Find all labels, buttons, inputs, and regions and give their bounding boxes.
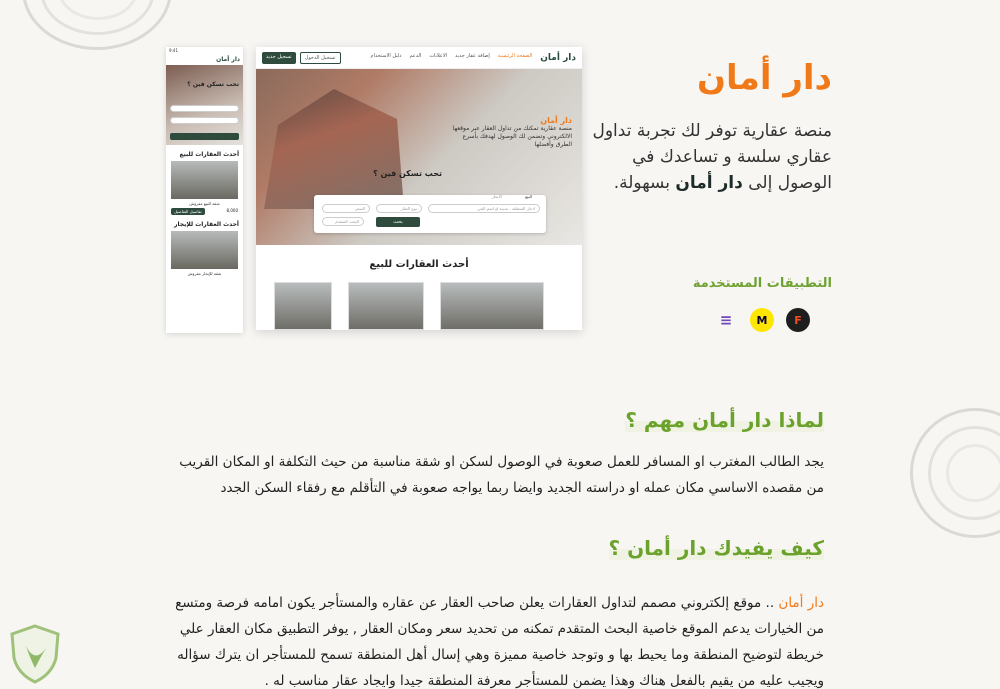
description-end: بسهولة. — [613, 173, 676, 193]
details-button[interactable]: تفاصيل التفاصيل — [171, 208, 205, 215]
mock-hero-desc: منصة عقارية تمكنك من تداول العقار عبر موقعها الالكتروني وتضمن لك الوصول لهدفك بأسرع الطرق وأفضلها — [452, 125, 572, 148]
why-paragraph: يجد الطالب المغترب او المسافر للعمل صعوبة في الوصول لسكن او شقة مناسبة من حيث التكلفة او المكان القريب من مقصده الاساسي مكان عمله او دراسته الجديد وايضا ربما يواجه صعوبة في التأقلم مع رفقاء السكن الجدد — [179, 454, 824, 496]
apps-used-list — [714, 308, 810, 332]
property-card-image[interactable] — [348, 282, 424, 330]
mock-hero — [256, 69, 582, 245]
mock-hero-text — [452, 117, 572, 149]
mobile-rent-title: أحدث العقارات للإيجار — [174, 221, 239, 228]
mobile-question: تحب تسكن فين ؟ — [187, 81, 239, 88]
description-brand: دار أمان — [675, 173, 743, 193]
advanced-search-button[interactable]: البحث المتقدم — [322, 217, 364, 226]
why-heading: لماذا دار أمان مهم ؟ — [625, 408, 824, 432]
nav-item-home[interactable]: الصفحة الرئيسية — [497, 52, 533, 59]
apps-used-title: التطبيقات المستخدمة — [692, 276, 832, 291]
project-description — [592, 118, 832, 196]
how-body: .. موقع إلكتروني مصمم لتداول العقارات يعلن صاحب العقار عن عقاره والمستأجر يكون امامه فرصة ومتسع من الخيارات يدعم الموقع خاصية البحث المتقدم تمكنه من تحديد سعر ومكان العقار , يوفر التطبيق مكان العقار علي خريطة لتوضيح المنطقة وما يحيط بها و وتوجد خاصية مميزة وهي إسال أهل المنطقة تسمح للمستأجر ان يترك سؤاله ويجيب عليه من يقيم بالفعل هناك وهذا يضمن للمستأجر معرفة المنطقة جيدا وايجاد عقار مناسب له . — [175, 595, 824, 689]
figma-icon: F — [786, 308, 810, 332]
property-card-image[interactable] — [274, 282, 332, 330]
nav-item-ads[interactable]: الاعلانات — [429, 52, 448, 59]
mobile-card-caption: شقة للبيع مفروش — [189, 201, 220, 206]
mobile-search-field[interactable] — [170, 105, 239, 112]
register-button[interactable]: تسجيل جديد — [262, 52, 296, 64]
mobile-sale-title: أحدث العقارات للبيع — [179, 151, 239, 158]
mobile-mockup — [166, 47, 243, 333]
mobile-hero — [166, 65, 243, 145]
location-input[interactable]: ادخل المنطقة ، مدينة او اسم الحي — [428, 204, 540, 213]
description-text: منصة عقارية توفر لك تجربة تداول عقاري سلسة و تساعدك في الوصول إلى — [592, 121, 832, 193]
status-bar: 9:41 — [169, 48, 178, 53]
mobile-search-button[interactable] — [170, 133, 239, 140]
mock-hero-brand: دار أمان — [540, 116, 572, 125]
mobile-property-image — [171, 231, 238, 269]
mobile-type-field[interactable] — [170, 117, 239, 124]
project-title: دار أمان — [696, 58, 832, 98]
mobile-card-footer — [166, 208, 243, 215]
mock-search-box — [314, 195, 546, 233]
mock-card-row — [274, 282, 544, 330]
tab-sale[interactable]: البيع — [525, 194, 532, 199]
mobile-card-caption: شقة للإيجار مفروش — [187, 271, 222, 276]
login-button[interactable]: تسجيل الدخول — [300, 52, 341, 64]
mock-section-title: أحدث العقارات للبيع — [369, 259, 469, 270]
nav-item-support[interactable]: الدعم — [409, 52, 422, 59]
house-image — [264, 89, 404, 209]
mobile-property-image — [171, 161, 238, 199]
google-forms-icon: ≡ — [714, 308, 738, 332]
decorative-ring — [946, 444, 1000, 502]
nav-item-guide[interactable]: دليل الاستخدام — [370, 52, 402, 59]
mock-question: تحب تسكن فين ؟ — [373, 169, 442, 178]
mock-logo: دار أمان — [540, 52, 576, 63]
how-paragraph — [174, 590, 824, 689]
nav-item-add[interactable]: إضافة عقار جديد — [455, 52, 490, 59]
desktop-mockup — [256, 47, 582, 330]
how-brand: دار أمان — [778, 595, 824, 611]
type-select[interactable]: نوع العقار — [376, 204, 422, 213]
mock-navbar — [256, 47, 582, 69]
price-input[interactable]: السعر — [322, 204, 370, 213]
property-card-image[interactable] — [440, 282, 544, 330]
miro-icon: M — [750, 308, 774, 332]
tab-rent[interactable]: الايجار — [491, 194, 502, 199]
mobile-logo: دار أمان — [216, 56, 240, 63]
search-button[interactable]: بحث — [376, 217, 420, 227]
how-heading: كيف يفيدك دار أمان ؟ — [608, 536, 824, 560]
price-label: 8,000 — [226, 208, 238, 213]
shield-logo-icon — [6, 622, 64, 686]
